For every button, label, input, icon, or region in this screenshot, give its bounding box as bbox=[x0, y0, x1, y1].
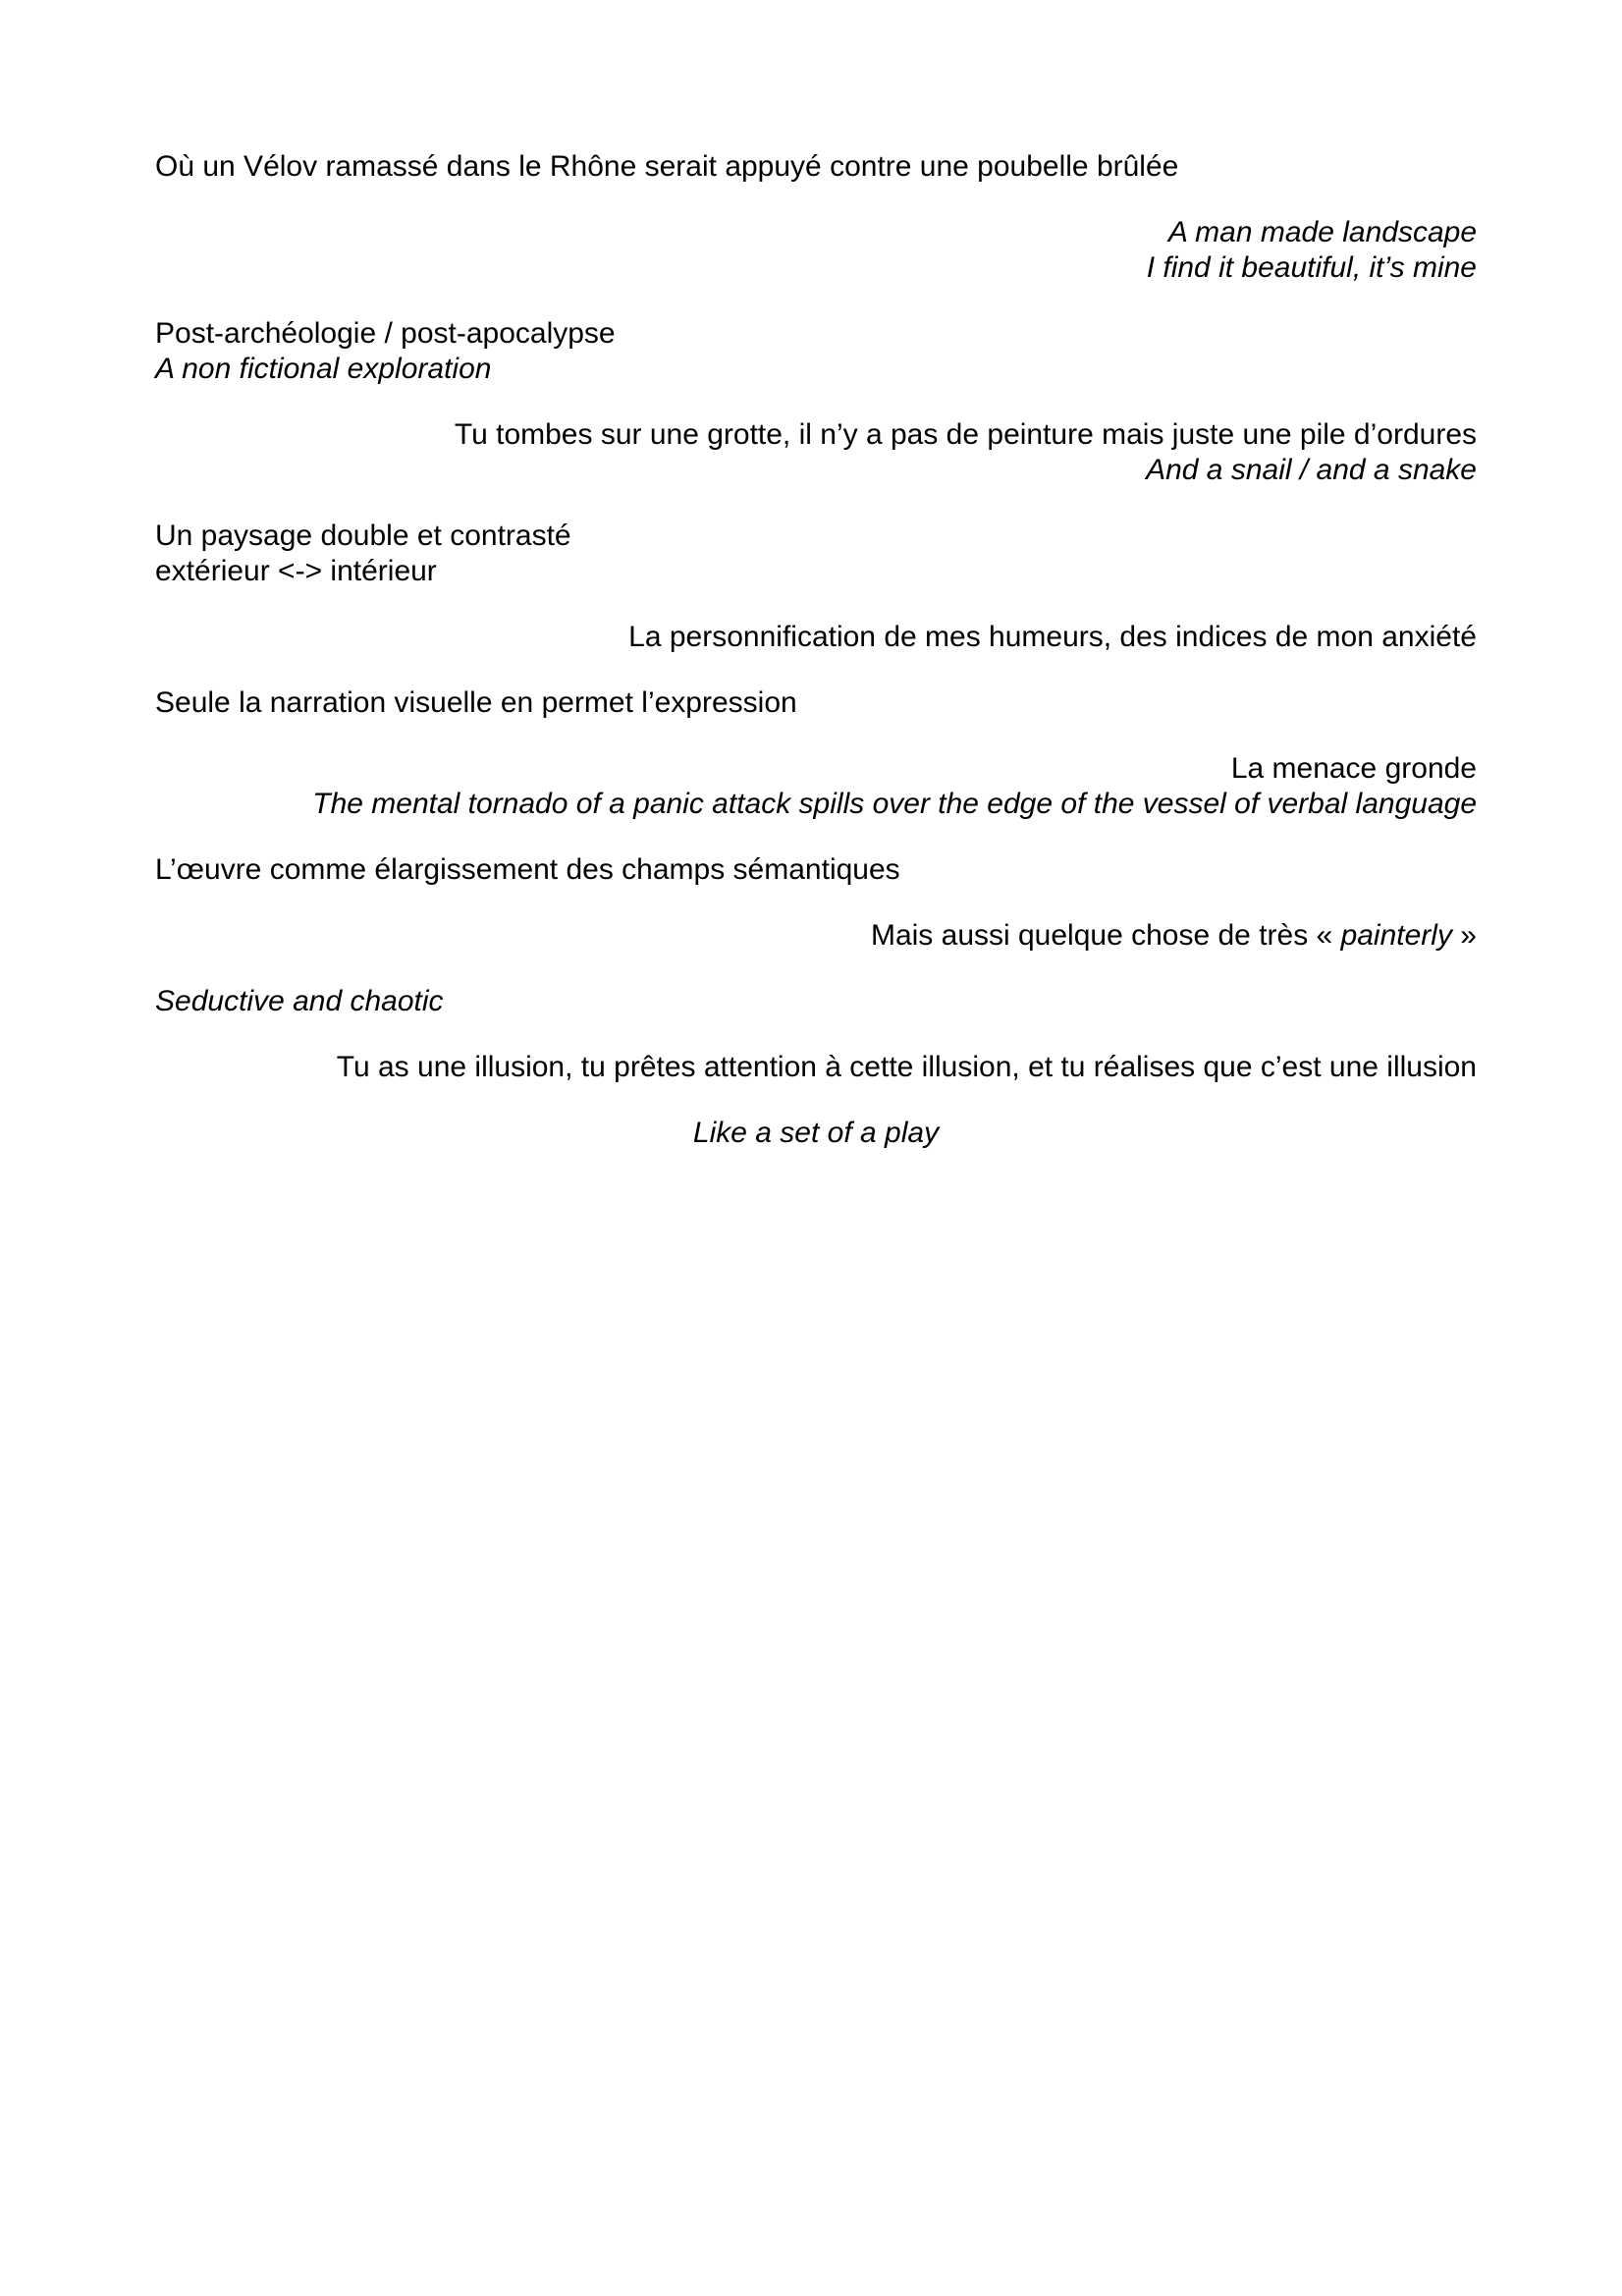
text-line: And a snail / and a snake bbox=[1146, 454, 1477, 486]
stanza-narration-visuelle bbox=[155, 685, 1477, 721]
text-line: Seductive and chaotic bbox=[155, 985, 444, 1017]
stanza-post-archeologie bbox=[155, 316, 1477, 387]
emphasis-word: painterly bbox=[1340, 919, 1452, 952]
stanza-paysage-double bbox=[155, 519, 1477, 589]
stanza-man-made-landscape bbox=[155, 215, 1477, 286]
text-line: La personnification de mes humeurs, des indices de mon anxiété bbox=[628, 621, 1477, 653]
text-line: Tu tombes sur une grotte, il n’y a pas de peinture mais juste une pile d’ordures bbox=[454, 418, 1477, 451]
text-line: La menace gronde bbox=[1230, 752, 1477, 785]
text-segment: Mais aussi quelque chose de très « bbox=[870, 919, 1341, 952]
stanza-seductive bbox=[155, 984, 1477, 1019]
stanza-personnification bbox=[155, 620, 1477, 655]
text-line: Like a set of a play bbox=[692, 1117, 940, 1149]
stanza-oeuvre bbox=[155, 852, 1477, 888]
stanza-painterly bbox=[155, 918, 1477, 954]
text-segment: » bbox=[1451, 919, 1477, 952]
text-line: Seule la narration visuelle en permet l’expression bbox=[155, 686, 797, 719]
text-line: Post-archéologie / post-apocalypse bbox=[155, 317, 616, 350]
text-line: Un paysage double et contrasté bbox=[155, 519, 571, 552]
stanza-menace bbox=[155, 751, 1477, 822]
text-line: A man made landscape bbox=[1167, 216, 1477, 248]
text-line bbox=[155, 918, 1477, 954]
stanza-velov bbox=[155, 149, 1477, 185]
text-line: Où un Vélov ramassé dans le Rhône serait appuyé contre une poubelle brûlée bbox=[155, 150, 1179, 183]
stanza-grotte bbox=[155, 417, 1477, 488]
text-line: I find it beautiful, it’s mine bbox=[1146, 251, 1477, 284]
text-line: extérieur <-> intérieur bbox=[155, 555, 437, 587]
text-line: Tu as une illusion, tu prêtes attention à cette illusion, et tu réalises que c’est une illusion bbox=[336, 1051, 1477, 1083]
stanza-set-of-a-play bbox=[155, 1116, 1477, 1151]
text-line: L’œuvre comme élargissement des champs sémantiques bbox=[155, 853, 900, 886]
text-line: A non fictional exploration bbox=[155, 353, 492, 385]
poem-text bbox=[155, 149, 1477, 1181]
stanza-illusion bbox=[155, 1050, 1477, 1085]
text-line: The mental tornado of a panic attack spills over the edge of the vessel of verbal language bbox=[312, 788, 1477, 820]
